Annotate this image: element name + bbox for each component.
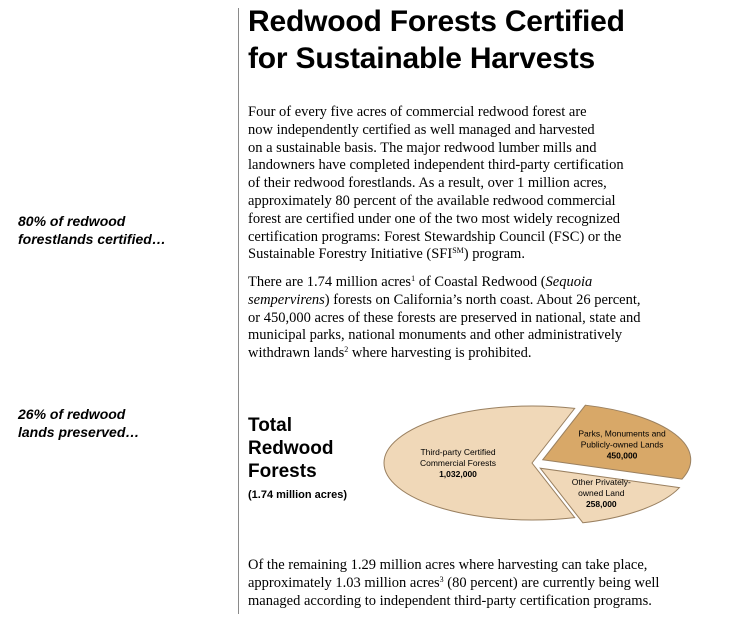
pie-chart-title xyxy=(248,414,334,483)
text-line xyxy=(248,292,641,310)
text-fragment: of Coastal Redwood ( xyxy=(415,274,546,290)
text-line: Of the remaining 1.29 million acres where harvesting can take place, xyxy=(248,557,648,573)
footnote-3: 3 xyxy=(439,574,444,584)
side-note-preserved xyxy=(18,405,139,441)
page-title xyxy=(248,3,625,77)
text-line: of their redwood forestlands. As a result, over 1 million acres, xyxy=(248,175,607,192)
text-line: municipal parks, national monuments and other administratively xyxy=(248,327,623,344)
side-note-line: lands preserved… xyxy=(18,424,140,440)
pie-slice-label-1: Other Privately- xyxy=(571,477,631,488)
text-line: Four of every five acres of commercial redwood forest are xyxy=(248,104,587,120)
pie-slice-value-2: 450,000 xyxy=(606,450,638,461)
text-line: on a sustainable basis. The major redwood lumber mills and xyxy=(248,139,597,156)
text-line xyxy=(248,345,641,363)
text-line xyxy=(248,246,624,264)
text-line xyxy=(248,274,641,292)
pie-title-line: Forests xyxy=(248,461,317,482)
text-line xyxy=(248,575,659,593)
species-name: sempervirens xyxy=(248,291,325,308)
pie-slice-label-0: Third-party Certified xyxy=(420,447,496,457)
text-line: now independently certified as well managed and harvested xyxy=(248,121,595,138)
paragraph-acreage xyxy=(248,274,641,363)
text-fragment: withdrawn lands xyxy=(248,345,345,362)
text-line: landowners have completed independent third-party certification xyxy=(248,157,624,174)
footnote-2: 2 xyxy=(344,345,349,355)
title-line-2: for Sustainable Harvests xyxy=(248,42,595,75)
text-fragment: ) program. xyxy=(463,246,525,263)
side-note-line: 80% of redwood xyxy=(18,213,126,229)
text-line: certification programs: Forest Stewardship Council (FSC) or the xyxy=(248,228,622,245)
pie-slice-value-1: 258,000 xyxy=(585,499,617,510)
text-line: forest are certified under one of the two most widely recognized xyxy=(248,210,621,227)
side-note-certified xyxy=(18,212,166,248)
paragraph-certification xyxy=(248,104,624,264)
pie-chart-subtitle: (1.74 million acres) xyxy=(248,489,348,501)
text-fragment: approximately 1.03 million acres xyxy=(248,574,440,591)
text-fragment: ) forests on California’s north coast. About 26 percent, xyxy=(324,291,641,308)
pie-title-line: Redwood xyxy=(248,438,334,459)
pie-slice-label-0: Commercial Forests xyxy=(419,458,497,468)
pie-title-line: Total xyxy=(248,415,292,436)
text-fragment: There are 1.74 million acres xyxy=(248,274,412,290)
species-name: Sequoia xyxy=(545,274,593,290)
pie-chart xyxy=(372,388,702,538)
pie-slice-label-2: Parks, Monuments and xyxy=(578,428,666,439)
pie-slice-label-1: owned Land xyxy=(578,488,625,499)
side-note-line: forestlands certified… xyxy=(18,231,166,247)
text-fragment: Sustainable Forestry Initiative (SFI xyxy=(248,246,453,263)
text-line: approximately 80 percent of the available redwood commercial xyxy=(248,192,616,209)
pie-slice-value-0: 1,032,000 xyxy=(439,469,477,479)
pie-slice-label-2: Publicly-owned Lands xyxy=(580,439,664,450)
text-line: or 450,000 acres of these forests are preserved in national, state and xyxy=(248,309,641,326)
text-fragment: (80 percent) are currently being well xyxy=(443,574,660,591)
footnote-1: 1 xyxy=(411,274,416,283)
vertical-divider xyxy=(238,8,239,614)
text-fragment: where harvesting is prohibited. xyxy=(348,345,532,362)
title-line-1: Redwood Forests Certified xyxy=(248,5,625,38)
side-note-line: 26% of redwood xyxy=(18,406,126,422)
paragraph-remaining xyxy=(248,557,659,610)
service-mark: SM xyxy=(452,246,464,256)
text-line: managed according to independent third-party certification programs. xyxy=(248,592,652,609)
